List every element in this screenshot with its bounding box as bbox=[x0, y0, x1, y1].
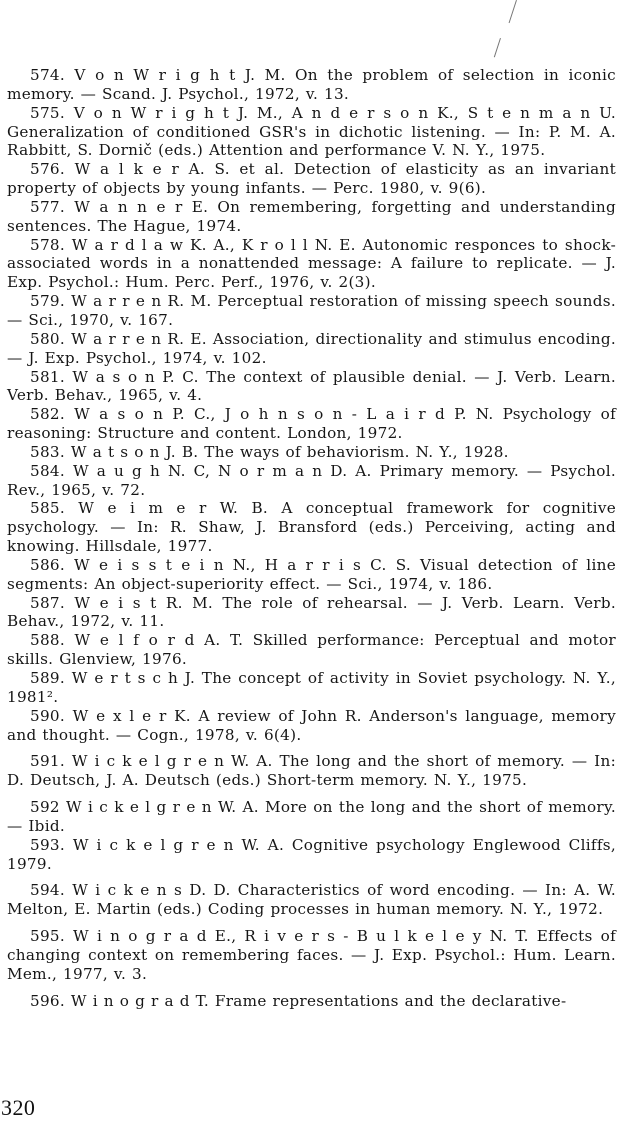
reference-583: 583. W a t s o n J. B. The ways of behaviorism. N. Y., 1928. bbox=[30, 442, 509, 461]
reference-586: 586. W e i s s t e i n N., H a r r i s C. S. Visual detection of line segments: An object-superiority effect. — Sci., 1974, v. 186. bbox=[7, 555, 616, 593]
reference-575: 575. V o n W r i g h t J. M., A n d e r s o n K., S t e n m a n U. Generalization of conditioned GSR's in dichotic listening. — In: P. M. A. Rabbitt, S. Dornič (eds.) Attention and performance V. N. Y., 1975. bbox=[7, 103, 616, 160]
reference-584: 584. W a u g h N. C, N o r m a n D. A. Primary memory. — Psychol. Rev., 1965, v. 72. bbox=[7, 461, 616, 499]
reference-594: 594. W i c k e n s D. D. Characteristics of word encoding. — In: A. W. Melton, E. Martin (eds.) Coding processes in human memory. N. Y., 1972. bbox=[7, 881, 616, 919]
reference-576: 576. W a l k e r A. S. et al. Detection of elasticity as an invariant property of objects by young infants. — Perc. 1980, v. 9(6). bbox=[7, 160, 616, 198]
scan-mark bbox=[509, 0, 517, 23]
reference-591: 591. W i c k e l g r e n W. A. The long and the short of memory. — In: D. Deutsch, J. A. Deutsch (eds.) Short-term memory. N. Y., 1975. bbox=[7, 752, 616, 790]
reference-595: 595. W i n o g r a d E., R i v e r s - B u l k e l e y N. T. Effects of changing context on remembering faces. — J. Exp. Psychol.: Hum. Learn. Mem., 1977, v. 3. bbox=[7, 927, 616, 983]
page-number: 320 bbox=[1, 1095, 36, 1120]
reference-587: 587. W e i s t R. M. The role of rehearsal. — J. Verb. Learn. Verb. Behav., 1972, v. 11. bbox=[7, 593, 616, 631]
reference-list bbox=[7, 66, 616, 1011]
reference-578: 578. W a r d l a w K. A., K r o l l N. E. Autonomic responces to shock-associated words in a nonattended message: A failure to replicate. — J. Exp. Psychol.: Hum. Perc. Perf., 1976, v. 2(3). bbox=[7, 235, 616, 292]
reference-585: 585. W e i m e r W. B. A conceptual framework for cognitive psychology. — In: R. Shaw, J. Bransford (eds.) Perceiving, acting and knowing. Hillsdale, 1977. bbox=[7, 499, 616, 556]
reference-579: 579. W a r r e n R. M. Perceptual restoration of missing speech sounds. — Sci., 1970, v. 167. bbox=[7, 292, 616, 329]
scan-mark bbox=[494, 38, 501, 57]
reference-577: 577. W a n n e r E. On remembering, forgetting and understanding sentences. The Hague, 1974. bbox=[7, 197, 616, 235]
reference-581: 581. W a s o n P. C. The context of plausible denial. — J. Verb. Learn. Verb. Behav., 1965, v. 4. bbox=[7, 367, 616, 405]
reference-590: 590. W e x l e r K. A review of John R. Anderson's language, memory and thought. — Cogn., 1978, v. 6(4). bbox=[7, 706, 616, 744]
reference-580: 580. W a r r e n R. E. Association, directionality and stimulus encoding. — J. Exp. Psychol., 1974, v. 102. bbox=[7, 329, 616, 367]
reference-574: 574. V o n W r i g h t J. M. On the problem of selection in iconic memory. — Scand. J. Psychol., 1972, v. 13. bbox=[7, 66, 616, 103]
reference-589: 589. W e r t s c h J. The concept of activity in Soviet psychology. N. Y., 1981². bbox=[7, 669, 616, 706]
reference-593: 593. W i c k e l g r e n W. A. Cognitive psychology Englewood Cliffs, 1979. bbox=[7, 835, 616, 873]
reference-582: 582. W a s o n P. C., J o h n s o n - L a i r d P. N. Psychology of reasoning: Structure and content. London, 1972. bbox=[7, 405, 616, 443]
reference-592: 592 W i c k e l g r e n W. A. More on the long and the short of memory. — Ibid. bbox=[7, 798, 616, 835]
reference-596: 596. W i n o g r a d T. Frame representations and the declarative- bbox=[30, 991, 567, 1010]
reference-588: 588. W e l f o r d A. T. Skilled performance: Perceptual and motor skills. Glenview, 1976. bbox=[7, 631, 616, 669]
